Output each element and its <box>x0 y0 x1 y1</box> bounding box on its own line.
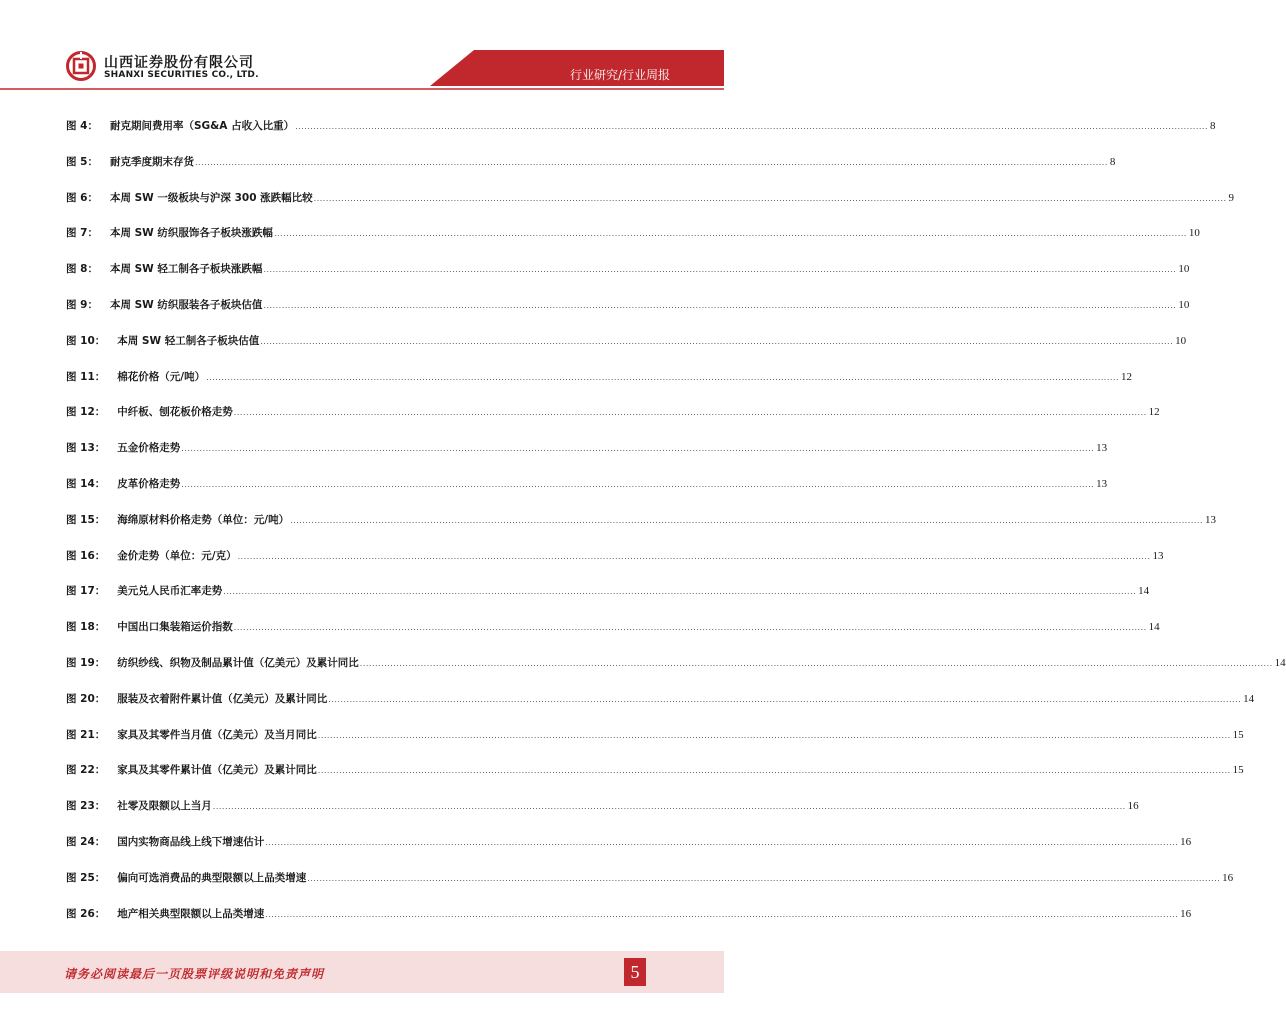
toc-figure-title: 本周 SW 轻工制各子板块估值 <box>117 334 260 347</box>
company-name-en: SHANXI SECURITIES CO., LTD. <box>104 70 259 80</box>
toc-entry[interactable] <box>66 476 1108 512</box>
report-category: 行业研究/行业周报 <box>569 68 670 82</box>
toc-figure-number: 图 26： <box>66 907 106 920</box>
toc-page-number: 13 <box>1152 549 1164 562</box>
toc-page-number: 14 <box>1243 692 1255 705</box>
toc-figure-title: 美元兑人民币汇率走势 <box>117 585 223 598</box>
toc-leader-dots: ............................................................................................................................................................................................................................................................................................................ <box>223 587 1137 597</box>
toc-entry[interactable] <box>66 834 1192 870</box>
toc-figure-number: 图 4： <box>66 120 98 132</box>
toc-figure-title: 家具及其零件累计值（亿美元）及累计同比 <box>117 764 317 777</box>
disclaimer-notice: 请务必阅读最后一页股票评级说明和免责声明 <box>64 967 325 981</box>
toc-figure-title: 本周 SW 纺织服饰各子板块涨跌幅 <box>109 227 273 240</box>
toc-figure-number: 图 7： <box>66 227 98 240</box>
toc-leader-dots: ............................................................................................................................................................................................................................................................................................................ <box>237 551 1151 561</box>
toc-entry[interactable] <box>66 369 1133 405</box>
toc-entry[interactable] <box>66 261 1190 297</box>
toc-entry[interactable] <box>66 906 1192 942</box>
toc-figure-number: 图 25： <box>66 871 106 884</box>
figure-index-list <box>66 118 1286 941</box>
toc-leader-dots: ............................................................................................................................................................................................................................................................................................................ <box>307 873 1221 883</box>
toc-figure-title: 本周 SW 一级板块与沪深 300 涨跌幅比较 <box>109 191 313 204</box>
page-number: 5 <box>624 958 646 986</box>
toc-page-number: 13 <box>1205 513 1217 526</box>
toc-leader-dots: ............................................................................................................................................................................................................................................................................................................ <box>265 909 1179 919</box>
toc-entry[interactable] <box>66 655 1286 691</box>
toc-page-number: 10 <box>1188 227 1200 240</box>
toc-figure-title: 棉花价格（元/吨） <box>117 370 206 383</box>
toc-leader-dots: ............................................................................................................................................................................................................................................................................................................ <box>181 444 1095 454</box>
toc-figure-title: 中纤板、刨花板价格走势 <box>117 406 233 419</box>
page-footer <box>0 951 724 993</box>
toc-leader-dots: ............................................................................................................................................................................................................................................................................................................ <box>317 766 1231 776</box>
toc-page-number: 13 <box>1096 442 1108 455</box>
toc-leader-dots: ............................................................................................................................................................................................................................................................................................................ <box>263 265 1177 275</box>
toc-leader-dots: ............................................................................................................................................................................................................................................................................................................ <box>233 408 1147 418</box>
toc-page-number: 10 <box>1178 298 1190 311</box>
toc-leader-dots: ............................................................................................................................................................................................................................................................................................................ <box>263 300 1177 310</box>
toc-leader-dots: ............................................................................................................................................................................................................................................................................................................ <box>295 122 1208 131</box>
toc-page-number: 14 <box>1138 585 1150 598</box>
toc-figure-number: 图 19： <box>66 656 106 669</box>
toc-figure-title: 海绵原材料价格走势（单位：元/吨） <box>117 513 290 526</box>
toc-page-number: 16 <box>1127 800 1139 813</box>
toc-page-number: 8 <box>1209 120 1216 132</box>
toc-page-number: 8 <box>1109 155 1116 168</box>
toc-page-number: 10 <box>1178 263 1190 276</box>
toc-figure-title: 本周 SW 轻工制各子板块涨跌幅 <box>109 263 263 276</box>
toc-page-number: 12 <box>1121 370 1133 383</box>
toc-entry[interactable] <box>66 798 1139 834</box>
toc-figure-number: 图 12： <box>66 406 106 419</box>
toc-figure-title: 皮革价格走势 <box>117 477 181 490</box>
toc-page-number: 16 <box>1222 871 1234 884</box>
toc-entry[interactable] <box>66 404 1160 440</box>
toc-figure-number: 图 15： <box>66 513 106 526</box>
company-logo-icon <box>66 51 96 81</box>
toc-figure-number: 图 23： <box>66 800 106 813</box>
toc-entry[interactable] <box>66 118 1216 154</box>
toc-figure-number: 图 21： <box>66 728 106 741</box>
toc-figure-number: 图 16： <box>66 549 106 562</box>
toc-page-number: 16 <box>1180 835 1192 848</box>
toc-figure-number: 图 9： <box>66 298 98 311</box>
toc-page-number: 14 <box>1148 621 1160 634</box>
toc-figure-title: 金价走势（单位：元/克） <box>117 549 237 562</box>
header-banner <box>0 0 724 100</box>
toc-figure-title: 社零及限额以上当月 <box>117 800 212 813</box>
toc-figure-number: 图 14： <box>66 477 106 490</box>
toc-figure-number: 图 10： <box>66 334 106 347</box>
toc-figure-title: 耐克季度期末存货 <box>109 155 194 168</box>
toc-figure-number: 图 22： <box>66 764 106 777</box>
toc-page-number: 12 <box>1148 406 1160 419</box>
toc-figure-title: 偏向可选消费品的典型限额以上品类增速 <box>117 871 307 884</box>
toc-leader-dots: ............................................................................................................................................................................................................................................................................................................ <box>313 193 1227 203</box>
toc-leader-dots: ............................................................................................................................................................................................................................................................................................................ <box>194 157 1108 167</box>
toc-figure-number: 图 18： <box>66 621 106 634</box>
toc-leader-dots: ............................................................................................................................................................................................................................................................................................................ <box>290 515 1204 525</box>
toc-figure-title: 耐克期间费用率（SG&A 占收入比重） <box>109 120 295 132</box>
page-header <box>0 0 724 100</box>
toc-page-number: 16 <box>1180 907 1192 920</box>
company-name-cn: 山西证券股份有限公司 <box>104 55 254 71</box>
toc-leader-dots: ............................................................................................................................................................................................................................................................................................................ <box>273 229 1187 239</box>
toc-entry[interactable] <box>66 440 1108 476</box>
toc-entry[interactable] <box>66 333 1187 369</box>
toc-figure-number: 图 8： <box>66 263 98 276</box>
toc-entry[interactable] <box>66 870 1234 906</box>
toc-figure-number: 图 5： <box>66 155 98 168</box>
toc-leader-dots: ............................................................................................................................................................................................................................................................................................................ <box>233 623 1147 633</box>
toc-page-number: 15 <box>1232 728 1244 741</box>
toc-leader-dots: ............................................................................................................................................................................................................................................................................................................ <box>206 372 1120 382</box>
toc-figure-title: 中国出口集装箱运价指数 <box>117 621 233 634</box>
toc-page-number: 10 <box>1175 334 1187 347</box>
toc-leader-dots: ............................................................................................................................................................................................................................................................................................................ <box>260 336 1174 346</box>
toc-leader-dots: ............................................................................................................................................................................................................................................................................................................ <box>328 694 1242 704</box>
toc-figure-number: 图 20： <box>66 692 106 705</box>
toc-figure-number: 图 6： <box>66 191 98 204</box>
toc-figure-title: 本周 SW 纺织服装各子板块估值 <box>109 298 263 311</box>
toc-leader-dots: ............................................................................................................................................................................................................................................................................................................ <box>317 730 1231 740</box>
toc-figure-number: 图 13： <box>66 442 106 455</box>
toc-entry[interactable] <box>66 297 1190 333</box>
toc-figure-title: 服装及衣着附件累计值（亿美元）及累计同比 <box>117 692 328 705</box>
toc-entry[interactable] <box>66 619 1160 655</box>
toc-figure-title: 五金价格走势 <box>117 442 181 455</box>
toc-figure-title: 地产相关典型限额以上品类增速 <box>117 907 265 920</box>
toc-entry[interactable] <box>66 512 1217 548</box>
toc-entry[interactable] <box>66 154 1116 190</box>
toc-leader-dots: ............................................................................................................................................................................................................................................................................................................ <box>359 658 1273 668</box>
toc-leader-dots: ............................................................................................................................................................................................................................................................................................................ <box>265 837 1179 847</box>
toc-entry[interactable] <box>66 583 1150 619</box>
toc-figure-title: 家具及其零件当月值（亿美元）及当月同比 <box>117 728 317 741</box>
toc-figure-number: 图 11： <box>66 370 106 383</box>
toc-entry[interactable] <box>66 190 1235 226</box>
toc-entry[interactable] <box>66 727 1244 763</box>
toc-entry[interactable] <box>66 225 1200 261</box>
toc-figure-title: 国内实物商品线上线下增速估计 <box>117 835 265 848</box>
toc-entry[interactable] <box>66 762 1244 798</box>
toc-figure-number: 图 17： <box>66 585 106 598</box>
toc-figure-number: 图 24： <box>66 835 106 848</box>
toc-entry[interactable] <box>66 691 1255 727</box>
toc-leader-dots: ............................................................................................................................................................................................................................................................................................................ <box>212 802 1126 812</box>
toc-entry[interactable] <box>66 548 1164 584</box>
toc-page-number: 15 <box>1232 764 1244 777</box>
toc-leader-dots: ............................................................................................................................................................................................................................................................................................................ <box>181 479 1095 489</box>
toc-figure-title: 纺织纱线、织物及制品累计值（亿美元）及累计同比 <box>117 656 359 669</box>
toc-page-number: 14 <box>1274 656 1286 669</box>
toc-page-number: 9 <box>1228 191 1235 204</box>
toc-page-number: 13 <box>1096 477 1108 490</box>
